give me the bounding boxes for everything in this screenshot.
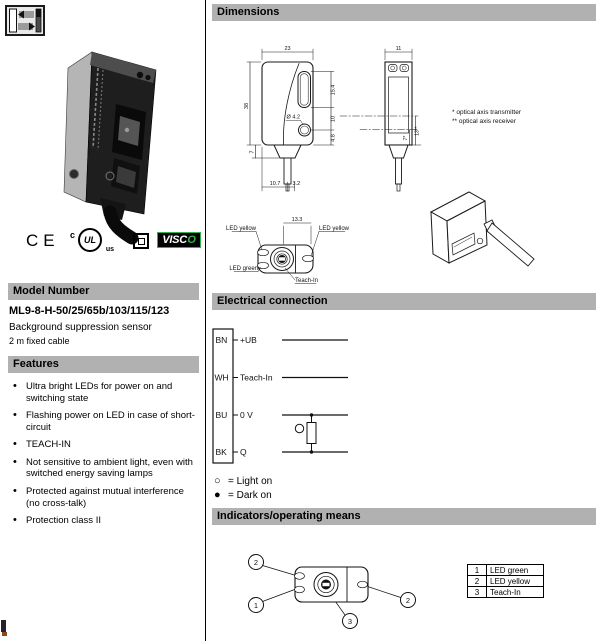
- ul-listing-mark: [70, 227, 114, 255]
- signal-0v: 0 V: [240, 410, 253, 420]
- dim-cable-width: 3.2: [292, 181, 301, 187]
- signal-teach-in: Teach-In: [240, 372, 273, 383]
- wire-color-bu: BU: [215, 410, 228, 420]
- indicator-label: Teach-In: [487, 587, 544, 598]
- protection-class-2-inner-square: [138, 238, 145, 245]
- feature-item: • Flashing power on LED in case of short-circuit: [9, 410, 199, 433]
- indicators-table: [467, 564, 544, 598]
- legend-dark-on: [214, 488, 272, 502]
- dim-transmitter-axis: 7*: [403, 135, 409, 141]
- cable-description: 2 m fixed cable: [9, 336, 70, 346]
- table-row: [468, 576, 544, 587]
- indicator-label: LED green: [487, 565, 544, 576]
- dim-bottom-width: 13.3: [291, 217, 303, 223]
- feature-item: • Protection class II: [9, 515, 199, 527]
- dim-cable-offset: 10.7: [269, 181, 281, 187]
- feature-item: • Protected against mutual interference (no cross-talk): [9, 486, 199, 509]
- feature-item: • Not sensitive to ambient light, even with switched energy saving lamps: [9, 457, 199, 480]
- callout-1-bottom-left: 1: [253, 600, 259, 610]
- dim-boot-height: 7: [249, 150, 256, 154]
- dim-lens-gap: 10: [330, 115, 337, 123]
- visco-o-symbol: O: [187, 233, 196, 246]
- wire-color-bk: BK: [215, 447, 227, 457]
- ce-mark: CE: [26, 231, 60, 250]
- dim-front-height: 38: [244, 102, 250, 110]
- section-header-indicators: Indicators/operating means: [212, 508, 596, 525]
- ul-circle-icon: UL: [78, 228, 102, 252]
- feature-item: • TEACH-IN: [9, 439, 199, 451]
- note-optical-axis-transmitter: * optical axis transmitter: [452, 109, 521, 116]
- product-photo: [52, 26, 188, 238]
- dim-side-width: 11: [395, 46, 402, 52]
- page-edge-mark: [2, 632, 7, 636]
- dim-hole-diameter: Ø 4.2: [286, 114, 300, 121]
- label-led-yellow-left: LED yellow: [225, 226, 256, 232]
- light-on-text: = Light on: [228, 475, 273, 487]
- ul-us-label: us: [105, 246, 114, 253]
- dark-on-text: = Dark on: [228, 489, 272, 501]
- electrical-connection-diagram: [212, 318, 596, 483]
- page-edge-mark: [1, 620, 6, 632]
- dim-lens-height: 15.4: [330, 84, 337, 96]
- label-led-yellow-right: LED yellow: [319, 226, 350, 232]
- table-row: [468, 565, 544, 576]
- section-header-electrical: Electrical connection: [212, 293, 596, 310]
- visco-text: VISC: [162, 233, 187, 246]
- signal-q: Q: [240, 447, 247, 457]
- light-on-symbol: ○: [214, 475, 221, 487]
- background-suppression-pictogram-icon: [5, 5, 45, 36]
- feature-item: • Ultra bright LEDs for power on and switching state: [9, 381, 199, 404]
- ul-c-label: c: [70, 230, 76, 240]
- wire-color-bn: BN: [215, 335, 228, 345]
- model-number: ML9-8-H-50/25/65b/103/115/123: [9, 305, 170, 317]
- indicator-number: 2: [468, 576, 487, 587]
- table-row: [468, 587, 544, 598]
- protection-class-2-icon: [133, 233, 149, 249]
- features-list: [9, 381, 199, 533]
- dimension-drawing: [212, 30, 596, 295]
- indicator-label: LED yellow: [487, 576, 544, 587]
- label-led-green: LED green: [229, 266, 258, 272]
- product-description: Background suppression sensor: [9, 322, 152, 333]
- dim-hole-gap: 4.8: [330, 134, 337, 142]
- callout-3-bottom: 3: [347, 616, 353, 626]
- signal-ub: +UB: [240, 335, 257, 345]
- indicator-number: 1: [468, 565, 487, 576]
- indicator-number: 3: [468, 587, 487, 598]
- switching-legend: [214, 474, 272, 502]
- dim-front-width: 23: [284, 46, 291, 52]
- visco-logo: [157, 232, 201, 248]
- section-header-features: Features: [8, 356, 199, 373]
- section-header-model-number: Model Number: [8, 283, 199, 300]
- dim-receiver-axis: 13**: [414, 126, 421, 136]
- label-teach-in: Teach-In: [295, 278, 319, 284]
- section-header-dimensions: Dimensions: [212, 4, 596, 21]
- note-optical-axis-receiver: ** optical axis receiver: [452, 118, 516, 125]
- callout-2-top-left: 2: [253, 557, 259, 567]
- callout-2-right: 2: [405, 595, 411, 605]
- legend-light-on: [214, 474, 272, 488]
- dark-on-symbol: ●: [214, 489, 221, 501]
- wire-color-wh: WH: [214, 372, 229, 383]
- column-divider: [205, 0, 206, 641]
